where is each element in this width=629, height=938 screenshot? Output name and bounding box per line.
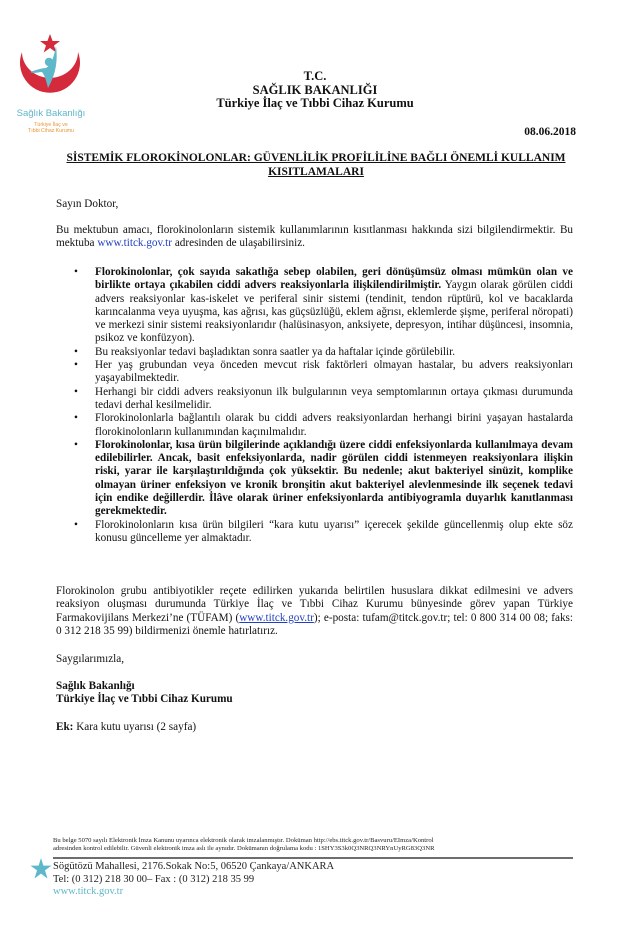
header-line-agency: Türkiye İlaç ve Tıbbi Cihaz Kurumu xyxy=(216,96,414,110)
regards: Saygılarımızla, xyxy=(56,653,125,665)
intro-paragraph xyxy=(56,224,573,251)
logo-subtitle-line1: Türkiye İlaç ve xyxy=(34,122,68,128)
letterhead xyxy=(200,70,430,111)
bullet-icon: • xyxy=(74,385,78,398)
attachment-note xyxy=(56,721,573,734)
greeting: Sayın Doktor, xyxy=(56,198,119,210)
footer-divider xyxy=(53,857,573,859)
signature-agency: Türkiye İlaç ve Tıbbi Cihaz Kurumu xyxy=(56,693,233,706)
logo-subtitle xyxy=(8,122,94,135)
esignature-line1: Bu belge 5070 sayılı Elektronik İmza Kanunu uyarınca elektronik olarak imzalanmıştır. Doküman http://ebs.titck.gov.tr/Basvuru/EImza/Kontrol xyxy=(53,837,434,844)
list-item-text: Florokinolonlarla bağlantılı olarak bu ciddi advers reaksiyonlardan herhangi birini yaşayan hastalarda florokinolonların kullanımından kaçınılmalıdır. xyxy=(95,412,573,438)
footer-address: Sögütözü Mahallesi, 2176.Sokak No:5, 06520 Çankaya/ANKARA xyxy=(53,861,335,872)
closing-text-end: ); e-posta: tufam@titck.gov.tr; tel: 0 800 314 00 08; faks: 0 312 218 35 99) bildirmenizi önemle hatırlatırız. xyxy=(56,611,574,637)
esignature-line2: adresinden kontrol edilebilir. Güvenli elektronik imza aslı ile aynıdır. Dokümanın doğrulama kodu : 1SHY3S3k0Q3NRQ3NRYnUyRG83Q3NR xyxy=(53,845,435,853)
list-item xyxy=(56,412,573,439)
logo-title: Sağlık Bakanlığı xyxy=(16,108,86,119)
footer-contact xyxy=(53,861,334,899)
signature-block xyxy=(56,680,573,707)
closing-text: Florokinolon grubu antibiyotikler reçete edilirken yukarıda belirtilen hususlara dikkat edilmesini ve advers reaksiyon oluşması durumunda Türkiye İlaç ve Tıbbi Cihaz Kurumu bünyesinde görev yapan Türkiye Farmakovijilans Merkezi’ne (TÜFAM) ( xyxy=(56,585,573,624)
letter-subject xyxy=(56,152,576,179)
subject-line1: SİSTEMİK FLOROKİNOLONLAR: GÜVENLİLİK PROFİLİLİNE BAĞLI ÖNEMLİ KULLANIM xyxy=(66,152,566,164)
list-item-text: Herhangi bir ciddi advers reaksiyonun ilk bulgularının veya semptomlarının ortaya çıkması durumunda tedavi derhal kesilmelidir. xyxy=(95,385,573,411)
key-points-list xyxy=(56,266,573,545)
footer-star-icon xyxy=(30,858,52,885)
bullet-icon: • xyxy=(74,266,78,278)
esignature-notice xyxy=(53,837,578,854)
footer-website-link[interactable]: www.titck.gov.tr xyxy=(53,886,124,897)
list-item xyxy=(56,439,573,519)
list-item-bold: Florokinolonlar, kısa ürün bilgilerinde açıklandığı üzere ciddi enfeksiyonlarda kullanılmaya devam edilebilirler. Ancak, basit enfeksiyonlarda, nadir görülen ciddi istenmeyen reaksiyonlara ilişkin riski, yarar ile karşılaştırıldığında çok yüksektir. Bu nedenle; akut bakteriyel sinüzit, komplike olmayan üriner enfeksiyon ve kronik bronşitin akut bakteriyel alevlenmesinde ilk seçenek tedavi için endike değillerdir. İlâve olarak üriner enfeksiyonlarda antibiyogramla duyarlık kanıtlanması gerekmektedir. xyxy=(95,438,573,518)
header-line-ministry: SAĞLIK BAKANLIĞI xyxy=(252,82,378,97)
bullet-icon: • xyxy=(74,438,78,451)
crescent-star-icon xyxy=(8,30,94,108)
list-item-text: Florokinolonların kısa ürün bilgileri “kara kutu uyarısı” içerecek şekilde güncellenmiş olup ekte söz konusu güncelleme yer almaktadır. xyxy=(95,518,573,544)
intro-text-end: adresinden de ulaşabilirsiniz. xyxy=(172,237,305,250)
subject-line2: KISITLAMALARI xyxy=(268,165,364,178)
list-item xyxy=(56,386,573,413)
ministry-logo xyxy=(8,30,94,140)
bullet-icon: • xyxy=(74,412,78,425)
list-item-text: Yaygın olarak görülen ciddi advers reaksiyonlar kas-iskelet ve periferal sinir sistemi (tendinit, tendon rüptürü, kol ve bacaklarda karıncalanma veya uyuşma, kas ağrısı, kas güçsüzlüğü, eklem ağrısı, eklemlerde şişme, periferal nöropati) ve merkezi sinir sistemi reaksiyonlarıdır (halüsinasyon, anksiyete, depresyon, intihar düşüncesi, insomnia, psikoz ve konfüzyon). xyxy=(95,279,573,345)
logo-subtitle-line2: Tıbbi Cihaz Kurumu xyxy=(28,128,74,135)
list-item-bold: Florokinolonlar, çok sayıda sakatlığa sebep olabilen, geri dönüşümsüz olması mümkün olan ve birlikte ortaya çıkabilen ciddi advers reaksiyonlarla ilişkilendirilmiştir. xyxy=(95,266,573,292)
bullet-icon: • xyxy=(74,359,78,372)
attachment-label: Ek: xyxy=(56,721,74,733)
list-item xyxy=(56,346,573,359)
bullet-icon: • xyxy=(74,345,78,358)
attachment-text: Kara kutu uyarısı (2 sayfa) xyxy=(73,721,197,733)
list-item xyxy=(56,359,573,386)
signature-ministry: Sağlık Bakanlığı xyxy=(56,680,135,692)
closing-paragraph xyxy=(56,585,573,638)
list-item-text: Bu reaksiyonlar tedavi başladıktan sonra saatler ya da haftalar içinde görülebilir. xyxy=(95,345,456,358)
intro-text: Bu mektubun amacı, florokinolonların sistemik kullanımlarının kısıtlanması hakkında sizi bilgilendirmektir. Bu mektuba xyxy=(56,224,573,250)
letter-date: 08.06.2018 xyxy=(524,126,576,138)
list-item xyxy=(56,266,573,346)
tufam-website-link[interactable]: www.titck.gov.tr xyxy=(239,611,314,624)
header-line-tc: T.C. xyxy=(303,69,327,83)
website-link[interactable]: www.titck.gov.tr xyxy=(97,237,173,250)
list-item xyxy=(56,519,573,546)
footer-phone: Tel: (0 312) 218 30 00– Fax : (0 312) 218 35 99 xyxy=(53,873,255,885)
list-item-text: Her yaş grubundan veya önceden mevcut risk faktörleri olmayan hastalar, bu advers reaksiyonları yaşayabilmektedir. xyxy=(95,359,573,385)
bullet-icon: • xyxy=(74,518,78,531)
